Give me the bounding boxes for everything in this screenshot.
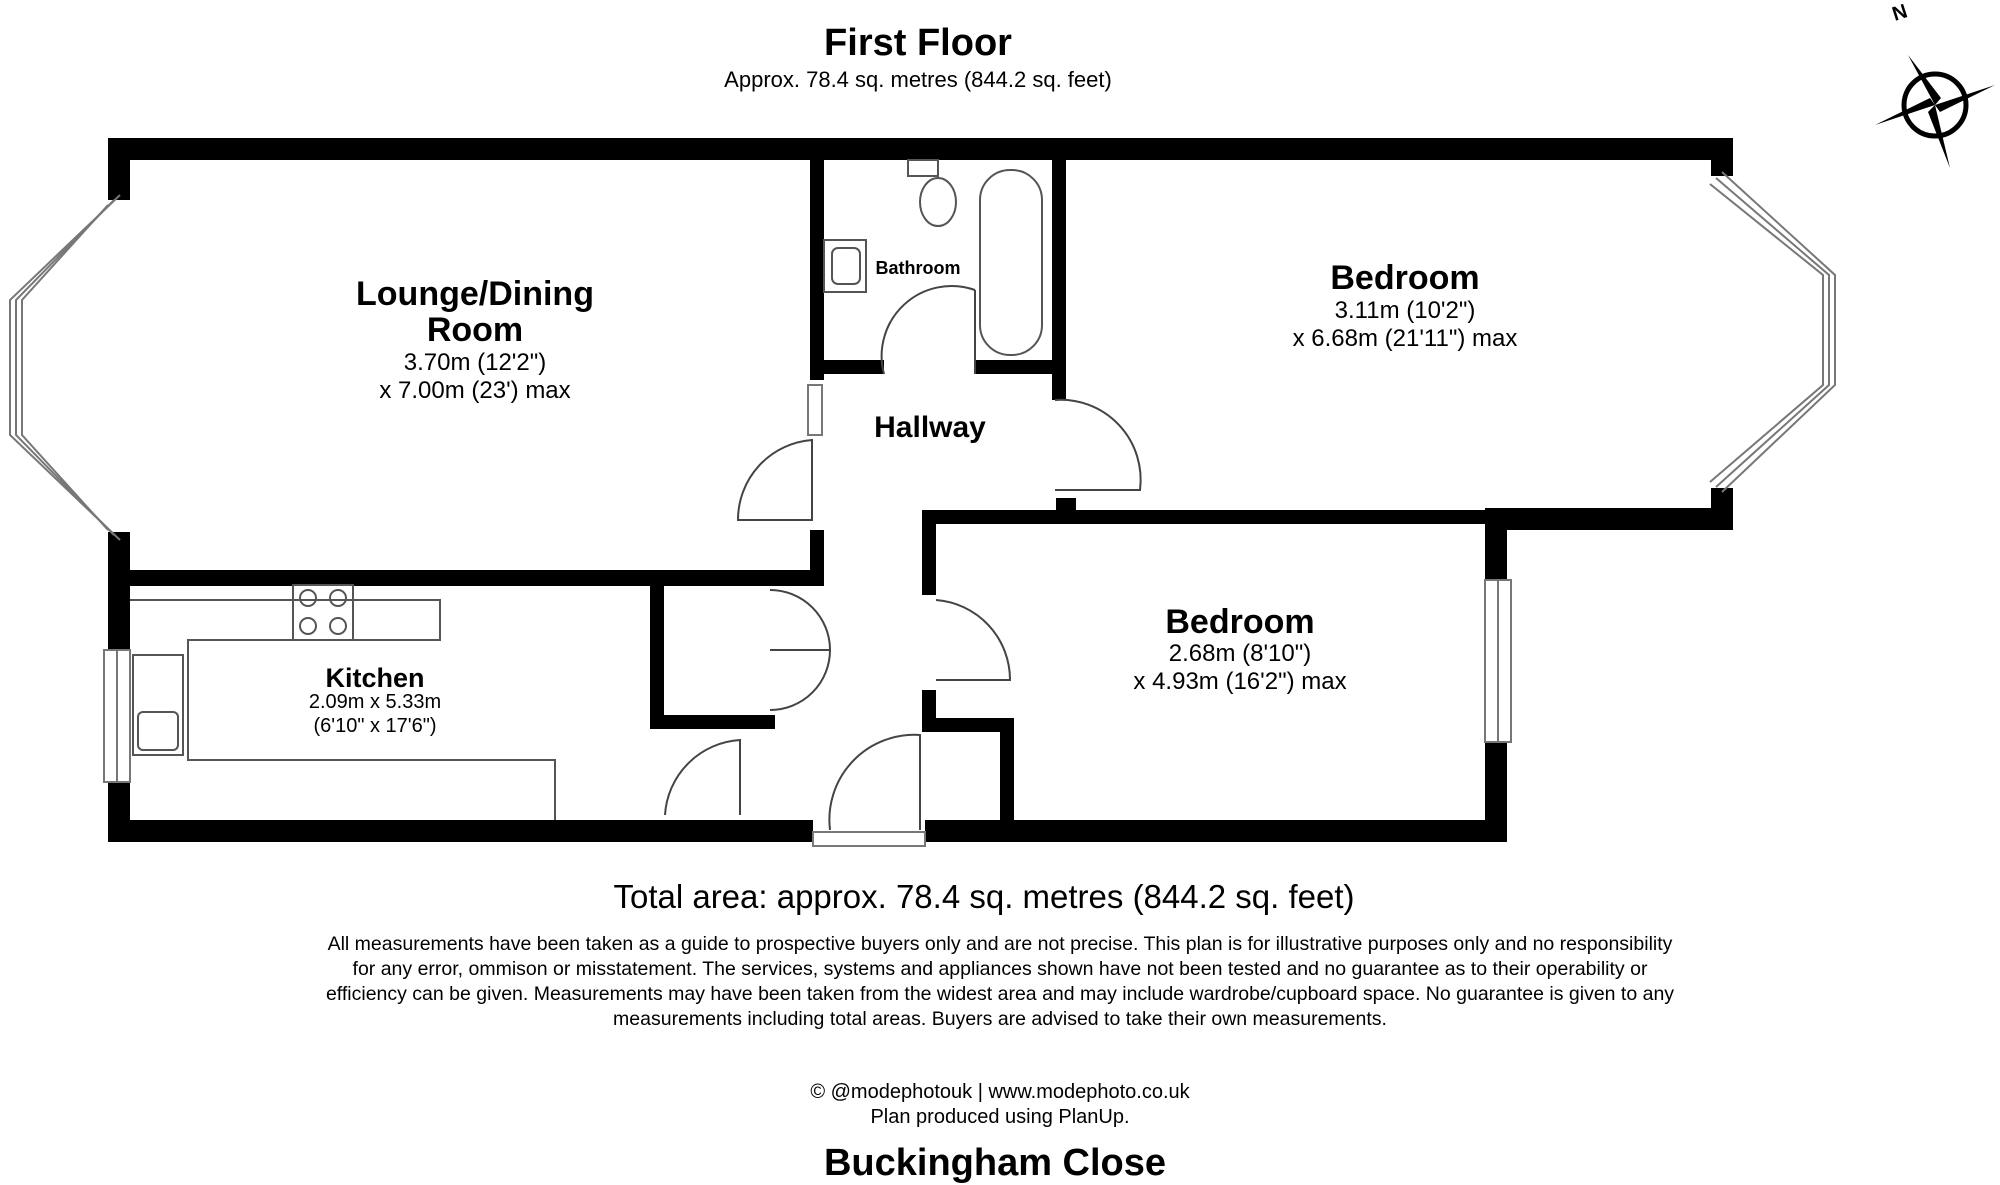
lounge-dim1: 3.70m (12'2") (403, 349, 547, 376)
hallway-name: Hallway (874, 411, 986, 444)
lounge-bay-window (10, 195, 120, 540)
credit-line: © @modephotouk | www.modephoto.co.uk (810, 1081, 1190, 1103)
total-area: Total area: approx. 78.4 sq. metres (844.2 sq. feet) (613, 878, 1355, 915)
disclaimer-text: All measurements have been taken as a guide to prospective buyers only and are not precise. This plan is for illustrative purposes only and no responsibility for any error, ommison or misstatement. The services, systems and appliances shown have not been tested and no guarantee as to their operability or efficiency can be given. Measurements may have been taken from the widest area and may include wardrobe/cupboard space. No guarantee is given to any measurements including total areas. Buyers are advised to take their own measurements. (325, 933, 1675, 1030)
lounge-name-line2: Room (426, 311, 524, 349)
kitchen-dim1: 2.09m x 5.33m (308, 691, 442, 713)
property-address: Buckingham Close (823, 1142, 1167, 1184)
bedroom2-dim2: x 4.93m (16'2") max (1133, 668, 1347, 695)
compass-icon (1875, 55, 1995, 168)
lounge-name-line1: Lounge/Dining (356, 275, 594, 313)
bedroom1-dim2: x 6.68m (21'11") max (1292, 325, 1518, 352)
kitchen-dim2: (6'10" x 17'6") (313, 715, 437, 737)
produced-line: Plan produced using PlanUp. (870, 1106, 1130, 1128)
bedroom1-dim1: 3.11m (10'2") (1334, 297, 1476, 324)
bedroom2-dim1: 2.68m (8'10") (1168, 640, 1312, 667)
compass-north-label: N (1889, 0, 1911, 26)
bathroom-name: Bathroom (875, 258, 961, 278)
floor-title: First Floor (824, 22, 1012, 64)
bedroom-bay-window (1710, 172, 1835, 492)
floor-area: Approx. 78.4 sq. metres (844.2 sq. feet) (724, 67, 1112, 92)
kitchen-name: Kitchen (325, 663, 425, 693)
bedroom2-name: Bedroom (1165, 603, 1315, 641)
bedroom1-name: Bedroom (1330, 259, 1480, 297)
lounge-dim2: x 7.00m (23') max (379, 377, 571, 404)
door-swings (665, 286, 1141, 830)
